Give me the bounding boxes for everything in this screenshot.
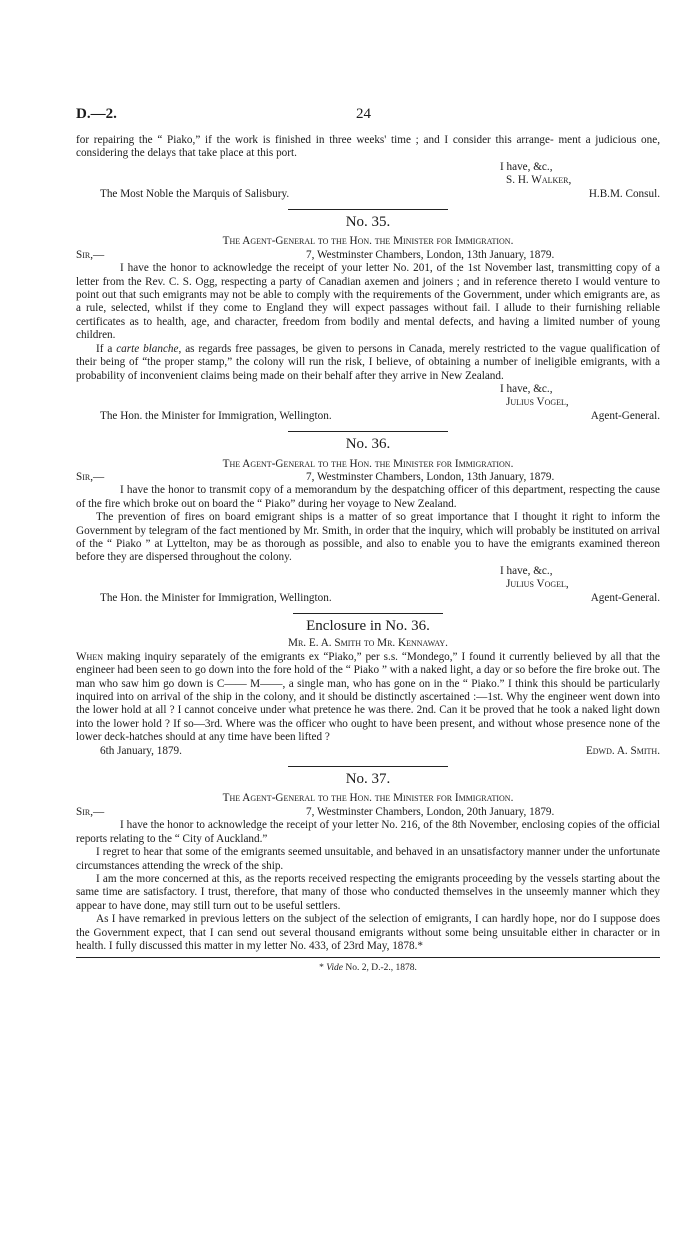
paragraph: I have the honor to acknowledge the receipt of your letter No. 201, of the 1st November last, transmitting copy of a letter from the Rev. C. S. Ogg, respecting a party of Canadian axemen and joiners ; and in reference thereto I would venture to point out that such emigrants may not be able to comply with the requirements of the Government, under which emigrants are, as a rule, selected, whilst if they come to England they will expect passages without fail. I allude to their furnishing reliable certificates as to health, age, and character, freedom from bodily and mental defects, and having a limited number of young children. xyxy=(76,262,660,342)
paragraph: If a carte blanche, as regards free passages, be given to persons in Canada, merely restricted to the vague qualification of their being of “the proper stamp,” the colony will run the risk, I believe, of obtaining a number of ineligible emigrants, with a probability of inconvenient claims being made on their behalf after they arrive in New Zealand. xyxy=(76,342,660,382)
dateline: 7, Westminster Chambers, London, 13th January, 1879. xyxy=(306,470,555,483)
document-page xyxy=(76,108,660,976)
salutation: Sir,— xyxy=(76,805,105,818)
addressee: The Most Noble the Marquis of Salisbury. xyxy=(100,187,290,200)
paragraph: When making inquiry separately of the emigrants ex “Piako,” per s.s. “Mondego,” I found it currently believed by all that the engineer had been seen to go down into the fore hold of the “ Piako ” with a naked light, a day or so before the fire broke out. The man who saw him go down is C—— M——, a single man, who has gone on in the “ Piako.” I think this should be particularly inquired into on arrival of the ship in the colony, and it should be distinctly ascertained :—1st. Why the engineer went down into the lower hold at all ? I cannot conceive under what pretence he was there. 2nd. Can it be proved that he took a naked light down into the lower hold ? If so—3rd. Where was the officer who ought to have been present, and without whose presence none of the lower deck-hatches should at any time have been lifted ? xyxy=(76,650,660,744)
salutation: Sir,— xyxy=(76,470,105,483)
signatory-title: Agent-General. xyxy=(590,591,660,604)
paragraph: I have the honor to transmit copy of a memorandum by the despatching officer of this department, respecting the cause of the fire which broke out on board the “ Piako” during her voyage to New Zealand. xyxy=(76,484,660,510)
addressee: The Hon. the Minister for Immigration, Wellington. xyxy=(100,591,332,604)
signature: Julius Vogel, xyxy=(506,578,569,591)
consul-letter-continuation xyxy=(76,134,660,201)
letter-no-36 xyxy=(76,438,660,605)
letter-no-37 xyxy=(76,773,660,953)
footnote: * Vide No. 2, D.-2., 1878. xyxy=(319,963,417,974)
continuation-text: for repairing the “ Piako,” if the work is finished in three weeks' time ; and I consider this arrange- ment a judicious one, considering the delays that take place at this port. xyxy=(76,134,660,160)
salutation: Sir,— xyxy=(76,248,105,261)
section-divider xyxy=(288,209,448,210)
section-divider xyxy=(288,766,448,767)
closing: I have, &c., xyxy=(500,564,553,577)
closing: I have, &c., xyxy=(500,160,553,173)
letter-title: The Agent-General to the Hon. the Minister for Immigration. xyxy=(222,235,514,248)
signature: Julius Vogel, xyxy=(506,396,569,409)
letter-title: The Agent-General to the Hon. the Minister for Immigration. xyxy=(222,457,514,470)
signature: Edwd. A. Smith. xyxy=(585,744,660,757)
closing: I have, &c., xyxy=(500,382,553,395)
signature: S. H. Walker, xyxy=(506,174,572,187)
section-divider xyxy=(293,613,443,614)
signatory-title: H.B.M. Consul. xyxy=(588,187,660,200)
letter-no-35 xyxy=(76,216,660,423)
paragraph: The prevention of fires on board emigrant ships is a matter of so great importance that I thought it right to inform the Government by telegram of the fact mentioned by Mr. Smith, in order that the inquiry, which will probably be instituted on arrival of the “ Piako ” at Lyttelton, may be as thorough as possible, and also to enable you to have the emigrants examined thereon before they are dispersed throughout the colony. xyxy=(76,511,660,564)
enclosure-date: 6th January, 1879. xyxy=(100,744,182,757)
paragraph: I regret to hear that some of the emigrants seemed unsuitable, and behaved in an unsatisfactory manner under the unfortunate circumstances attending the wreck of the ship. xyxy=(76,846,660,872)
enclosure-no-36 xyxy=(76,620,660,758)
letter-number: No. 37. xyxy=(345,771,391,788)
enclosure-title: Mr. E. A. Smith to Mr. Kennaway. xyxy=(288,637,448,650)
page-number: 24 xyxy=(356,106,371,122)
paragraph: I am the more concerned at this, as the reports received respecting the emigrants proceeding by the vessels starting about the same time are satisfactory. I trust, therefore, that many of those who conducted themselves in the unseemly manner which they appear to have done, may still turn out to be useful settlers. xyxy=(76,872,660,912)
letter-title: The Agent-General to the Hon. the Minister for Immigration. xyxy=(222,792,514,805)
dateline: 7, Westminster Chambers, London, 13th January, 1879. xyxy=(306,248,555,261)
paragraph: I have the honor to acknowledge the receipt of your letter No. 216, of the 8th November, enclosing copies of the official reports relating to the “ City of Auckland.” xyxy=(76,819,660,845)
footnote-rule xyxy=(76,957,660,958)
section-divider xyxy=(288,431,448,432)
letter-number: No. 36. xyxy=(345,436,391,453)
enclosure-heading: Enclosure in No. 36. xyxy=(306,618,430,634)
letter-number: No. 35. xyxy=(345,214,391,231)
dateline: 7, Westminster Chambers, London, 20th January, 1879. xyxy=(306,805,555,818)
page-header xyxy=(76,108,660,128)
signatory-title: Agent-General. xyxy=(590,409,660,422)
document-reference: D.—2. xyxy=(76,106,117,122)
paragraph: As I have remarked in previous letters on the subject of the selection of emigrants, I can hardly hope, nor do I suppose does the Government expect, that I can send out several thousand emigrants without some being unsuitable either in character or in health. I fully discussed this matter in my letter No. 433, of 23rd May, 1878.* xyxy=(76,913,660,952)
addressee: The Hon. the Minister for Immigration, Wellington. xyxy=(100,409,332,422)
